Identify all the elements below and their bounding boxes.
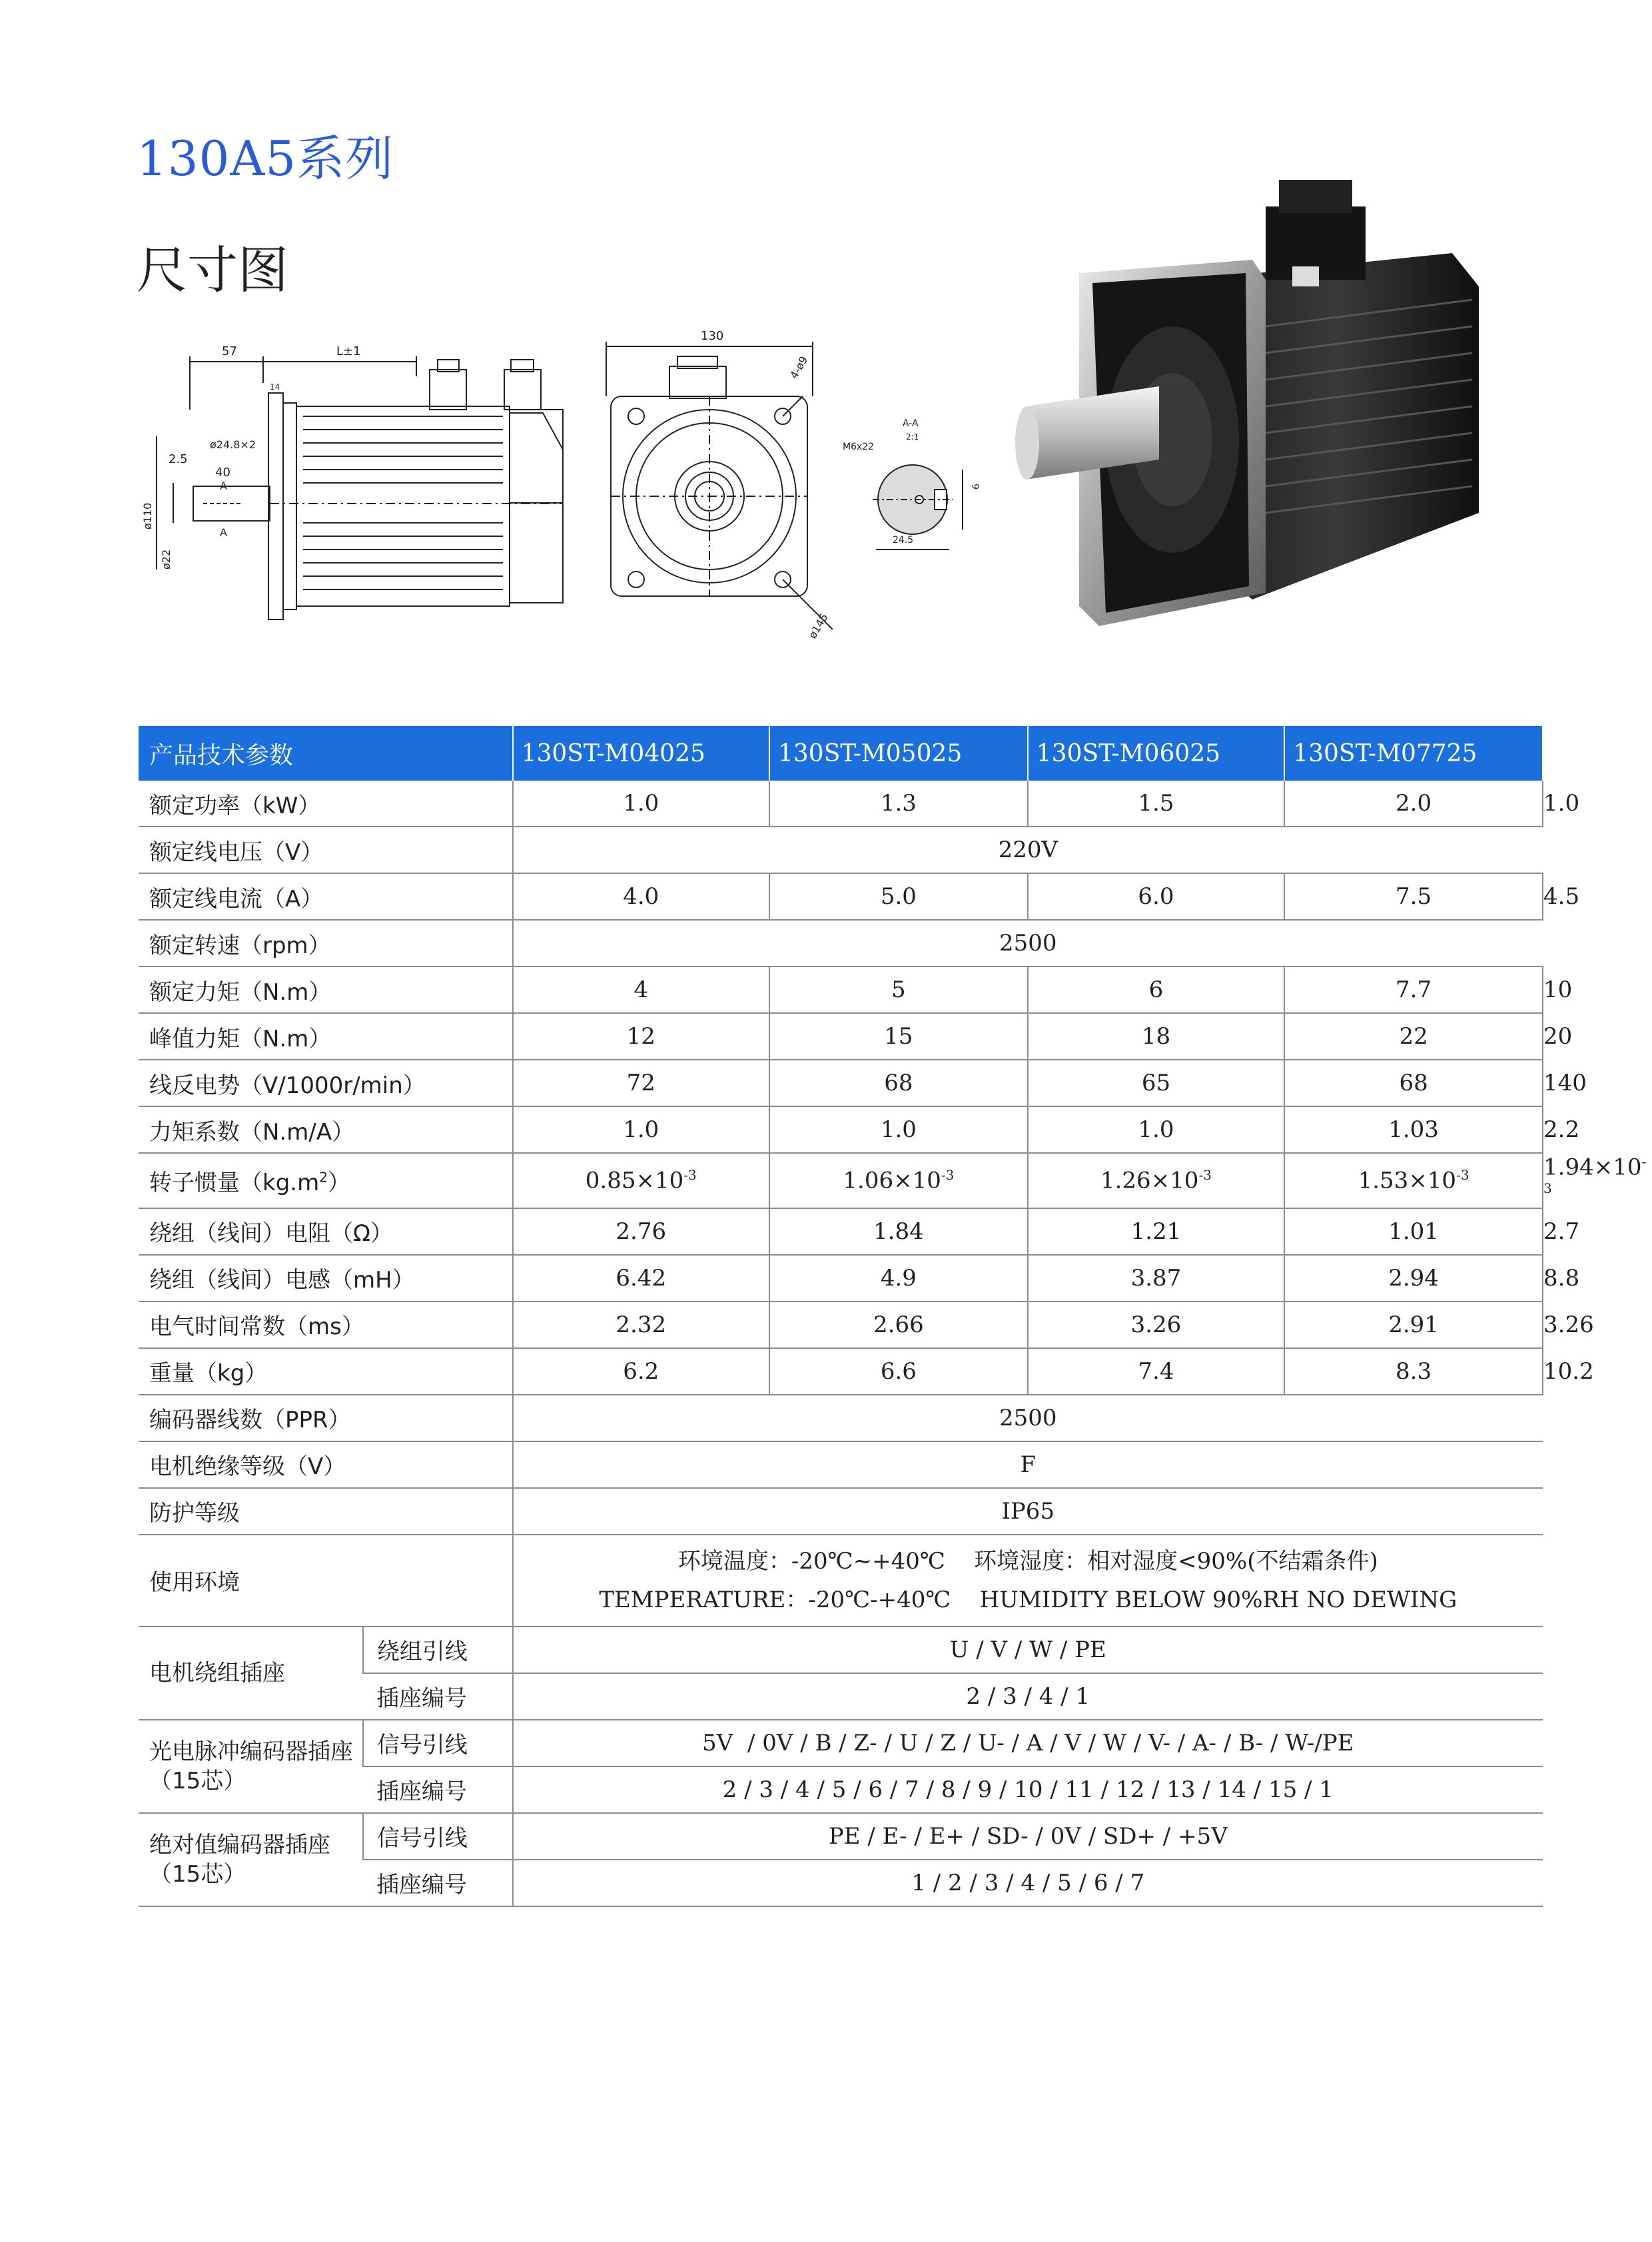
row-label: 额定功率（kW） [139,781,513,827]
row-label: 力矩系数（N.m/A） [139,1106,513,1153]
header-model: 130ST-M04025 [513,726,769,781]
table-cell [1028,1348,1284,1395]
table-cell [1028,1255,1284,1302]
connector-row [139,1627,1543,1673]
cell-value: 1.84 [873,1218,924,1245]
environment-value [513,1535,1543,1627]
motor-product-image [1013,167,1532,646]
front-view-drawing [606,342,833,629]
table-cell [1284,1060,1543,1106]
header-model: 130ST-M05025 [769,726,1028,781]
connector-value: 2 / 3 / 4 / 1 [513,1673,1543,1720]
table-row [139,1255,1543,1302]
group-label: 绝对值编码器插座（15芯） [139,1813,363,1906]
table-cell [1028,873,1284,920]
table-cell [1284,1348,1543,1395]
table-cell [769,966,1028,1013]
front-view-labels [701,330,831,641]
row-label [139,1153,513,1208]
connector-value: 1 / 2 / 3 / 4 / 5 / 6 / 7 [513,1860,1543,1906]
dim-shaft-label: ø22 [160,549,173,569]
row-label: 峰值力矩（N.m） [139,1013,513,1060]
table-cell [513,1302,769,1348]
cell-value: 7.7 [1396,976,1432,1003]
sub-label: 插座编号 [363,1860,513,1906]
table-cell [1028,1208,1284,1255]
cell-value: 1.0 [1543,790,1580,817]
table-cell [1284,1255,1543,1302]
table-cell [769,1106,1028,1153]
cell-value: 1.0 [623,1116,659,1143]
table-cell [769,1348,1028,1395]
section-mark-a-top: A [220,480,227,492]
cell-value: 6.42 [616,1264,667,1292]
row-label: 绕组（线间）电阻（Ω） [139,1208,513,1255]
cell-value: 140 [1543,1070,1587,1096]
cell-value: 72 [626,1070,655,1096]
dim-2-5-label: 2.5 [169,452,188,466]
row-label: 额定线电流（A） [139,873,513,920]
table-row [139,1208,1543,1255]
table-row [139,1302,1543,1348]
cell-exponent: -3 [683,1167,697,1184]
cell-value: 4 [633,976,649,1003]
table-cell [513,1106,769,1153]
cell-value: 1.21 [1130,1218,1182,1245]
cell-value: 1.53×10 [1358,1167,1457,1194]
cell-value: 20 [1543,1023,1573,1050]
cell-value: 1.0 [623,790,659,817]
cell-value: 1.3 [880,790,917,817]
merged-value: 220V [513,827,1543,873]
dimension-drawings [137,330,1023,663]
connector-row [139,1813,1543,1860]
merged-value: F [513,1441,1543,1488]
dim-40-label: 40 [215,466,230,480]
cell-value: 4.0 [623,883,659,910]
cell-value: 4.9 [880,1264,917,1292]
row-label: 额定力矩（N.m） [139,966,513,1013]
cell-value: 6.6 [880,1357,917,1385]
dim-130-label: 130 [701,330,724,343]
cell-value: 5 [891,976,906,1003]
group-label: 电机绕组插座 [139,1627,363,1720]
table-cell [513,1348,769,1395]
row-label: 电机绝缘等级（V） [139,1441,513,1488]
cell-value: 2.76 [616,1218,667,1245]
table-cell [1028,1153,1284,1208]
table-row [139,1488,1543,1535]
cell-value: 7.4 [1138,1357,1174,1385]
section-scale-label: 2:1 [906,432,919,442]
cell-value: 2.2 [1543,1116,1580,1143]
table-cell [513,1153,769,1208]
series-title: 130A5系列 [137,131,394,187]
row-label-text: 转子惯量（kg.m [149,1169,320,1196]
merged-value: 2500 [513,1395,1543,1441]
cell-value: 12 [626,1023,655,1050]
merged-value: 2500 [513,920,1543,966]
dim-flange-label: ø110 [141,502,154,530]
cell-value: 2.0 [1396,790,1432,817]
cell-exponent: -3 [1198,1167,1212,1184]
connector-value: PE / E- / E+ / SD- / 0V / SD+ / +5V [513,1813,1543,1860]
cell-value: 18 [1141,1023,1171,1050]
cell-value: 22 [1399,1023,1428,1050]
table-row [139,966,1543,1013]
cell-value: 65 [1141,1070,1171,1096]
sub-label: 信号引线 [363,1813,513,1860]
cell-value: 7.5 [1396,883,1432,910]
table-cell [1284,966,1543,1013]
cell-value: 6.2 [623,1357,659,1385]
row-label: 防护等级 [139,1488,513,1535]
sub-label: 插座编号 [363,1766,513,1813]
table-cell [769,1208,1028,1255]
cell-value: 6 [1148,976,1164,1003]
dim-key-width-label: 6 [971,484,982,490]
cell-value: 2.94 [1388,1264,1439,1292]
cell-value: 10.2 [1543,1357,1594,1385]
dim-shaft-key-label: ø24.8×2 [210,438,256,451]
header-param: 产品技术参数 [139,726,513,781]
row-label: 编码器线数（PPR） [139,1395,513,1441]
header-model: 130ST-M06025 [1028,726,1284,781]
table-row [139,1441,1543,1488]
table-cell [1028,1106,1284,1153]
table-cell [1028,966,1284,1013]
cell-value: 2.66 [873,1311,924,1338]
table-cell [769,1060,1028,1106]
section-title: 尺寸图 [137,240,288,300]
cell-value: 1.01 [1388,1218,1439,1245]
table-cell [1028,1302,1284,1348]
table-cell [513,966,769,1013]
spec-table-header: 产品技术参数 130ST-M04025 130ST-M05025 130ST-M06025 130ST-M07725 130ST-M10010 [139,726,1543,781]
dim-hole-label: 4-ø9 [787,354,811,381]
row-label: 额定线电压（V） [139,827,513,873]
table-cell [513,781,769,827]
dim-L-label: L±1 [336,344,361,358]
sub-label: 插座编号 [363,1673,513,1720]
cell-value: 10 [1543,976,1573,1003]
dim-key-depth-label: 24.5 [893,535,914,546]
table-cell [1284,873,1543,920]
environment-row [139,1535,1543,1627]
row-label: 重量（kg） [139,1348,513,1395]
row-label-end: ） [327,1169,350,1196]
cell-value: 2.91 [1388,1311,1439,1338]
row-label: 电气时间常数（ms） [139,1302,513,1348]
table-cell [1284,1302,1543,1348]
table-row [139,1106,1543,1153]
cell-value: 3.87 [1130,1264,1182,1292]
cell-value: 1.94×10 [1543,1154,1642,1181]
sub-label: 绕组引线 [363,1627,513,1673]
table-cell [1284,1013,1543,1060]
environment-line-en: TEMPERATURE：-20℃-+40℃ HUMIDITY BELOW 90%RH NO DEWING [599,1586,1457,1613]
table-cell [1284,1153,1543,1208]
cell-value: 1.26×10 [1100,1167,1199,1194]
cell-value: 5.0 [880,883,917,910]
table-cell [769,1255,1028,1302]
row-label: 使用环境 [139,1535,513,1627]
cell-value: 1.06×10 [843,1167,941,1194]
cell-value: 3.26 [1543,1311,1594,1338]
table-cell [1028,781,1284,827]
table-row [139,1153,1543,1208]
table-cell [513,1060,769,1106]
table-row [139,1013,1543,1060]
cell-value: 2.7 [1543,1218,1580,1245]
section-mark-a-bottom: A [220,526,227,539]
connector-value: 2 / 3 / 4 / 5 / 6 / 7 / 8 / 9 / 10 / 11 / 12 / 13 / 14 / 15 / 1 [513,1766,1543,1813]
cell-exponent: -3 [1543,1154,1647,1197]
table-cell [513,1208,769,1255]
cell-value: 6.0 [1138,883,1174,910]
table-cell [769,781,1028,827]
table-cell [1028,1060,1284,1106]
cell-value: 4.5 [1543,883,1580,910]
row-label-sup: 2 [319,1169,328,1186]
table-row [139,781,1543,827]
row-label: 绕组（线间）电感（mH） [139,1255,513,1302]
cell-exponent: -3 [941,1167,955,1184]
table-cell [513,1013,769,1060]
merged-value: IP65 [513,1488,1543,1535]
table-cell [1028,1013,1284,1060]
cell-value: 68 [1399,1070,1428,1096]
cell-value: 1.03 [1388,1116,1439,1143]
cell-value: 3.26 [1130,1311,1182,1338]
table-cell [1284,1208,1543,1255]
table-cell [1284,781,1543,827]
cell-value: 15 [884,1023,913,1050]
group-label: 光电脉冲编码器插座（15芯） [139,1720,363,1813]
table-cell [1284,1106,1543,1153]
cell-value: 1.5 [1138,790,1174,817]
header-model: 130ST-M07725 [1284,726,1543,781]
table-row [139,920,1543,966]
row-label: 线反电势（V/1000r/min） [139,1060,513,1106]
table-cell [769,1302,1028,1348]
cell-value: 8.8 [1543,1264,1580,1292]
table-row [139,1060,1543,1106]
table-cell [769,873,1028,920]
dim-14-label: 14 [270,382,280,392]
table-row [139,873,1543,920]
section-label: A-A [903,418,919,429]
dim-thread-label: M6x22 [843,442,875,452]
cell-value: 68 [884,1070,913,1096]
dim-57-label: 57 [222,344,237,358]
row-label: 额定转速（rpm） [139,920,513,966]
table-cell [513,1255,769,1302]
cell-value: 1.0 [880,1116,917,1143]
cell-value: 1.0 [1138,1116,1174,1143]
connector-row [139,1720,1543,1766]
sub-label: 信号引线 [363,1720,513,1766]
cell-value: 2.32 [616,1311,667,1338]
dim-pcd-label: ø145 [806,611,831,641]
table-cell [769,1013,1028,1060]
cell-exponent: -3 [1456,1167,1469,1184]
table-row [139,827,1543,873]
environment-line-cn: 环境温度：-20℃~+40℃ 环境湿度：相对湿度<90%(不结霜条件) [677,1547,1378,1575]
cell-value: 0.85×10 [585,1167,684,1194]
connector-value: U / V / W / PE [513,1627,1543,1673]
cell-value: 8.3 [1396,1357,1432,1385]
table-row [139,1395,1543,1441]
connector-value: 5V / 0V / B / Z- / U / Z / U- / A / V / W / V- / A- / B- / W-/PE [513,1720,1543,1766]
section-view-drawing [873,465,963,550]
side-view-drawing [157,356,563,619]
table-cell [513,873,769,920]
table-cell [769,1153,1028,1208]
table-row [139,1348,1543,1395]
